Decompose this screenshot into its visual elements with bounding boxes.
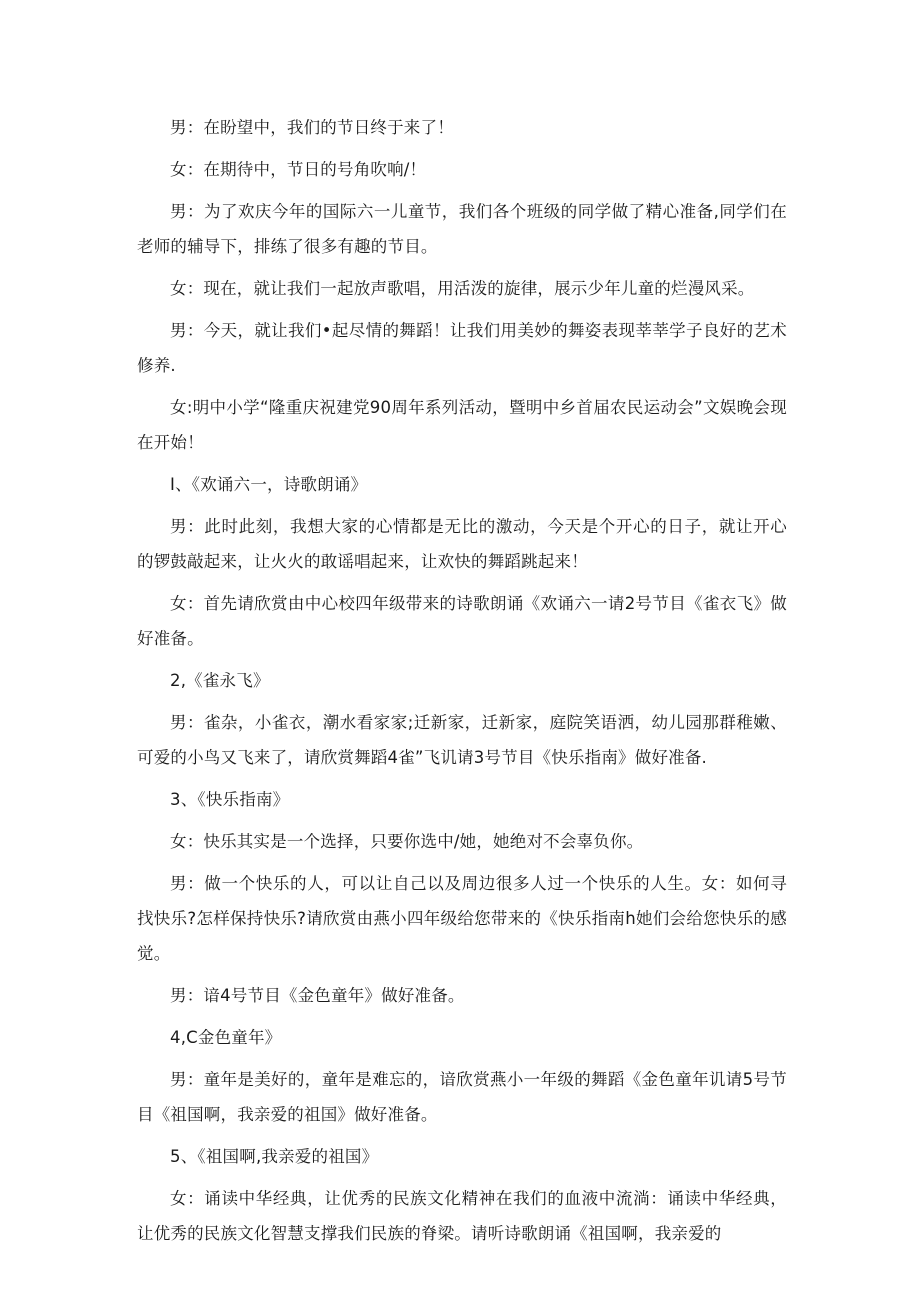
paragraph: 女：在期待中，节日的号角吹响/！ (170, 160, 427, 179)
document-body (137, 110, 787, 1258)
paragraph: 男：今天，就让我们•起尽情的舞蹈！让我们用美妙的舞姿表现莘莘学子良好的艺术修养. (137, 321, 787, 375)
paragraph: 男：童年是美好的，童年是难忘的，谙欣赏燕小一年级的舞蹈《金色童年讥请5号节目《祖国啊，我亲爱的祖国》做好准备。 (137, 1070, 787, 1124)
paragraph: 男：在盼望中，我们的节日终于来了！ (170, 118, 454, 137)
paragraph: 女：现在，就让我们一起放声歌唱，用活泼的旋律，展示少年儿童的烂漫风采。 (170, 279, 755, 298)
paragraph: 男：为了欢庆今年的国际六一儿童节，我们各个班级的同学做了精心准备,同学们在老师的辅导下，排练了很多有趣的节目。 (137, 202, 787, 256)
paragraph: 女：诵读中华经典，让优秀的民族文化精神在我们的血液中流淌：诵读中华经典，让优秀的民族文化智慧支撑我们民族的脊梁。请听诗歌朗诵《祖国啊，我亲爱的 (137, 1189, 787, 1243)
program-heading: 5、《祖国啊,我亲爱的祖国》 (170, 1147, 379, 1166)
paragraph: 男：谙4号节目《金色童年》做好准备。 (170, 986, 465, 1005)
program-heading: I、《欢诵六一，诗歌朗诵》 (170, 475, 368, 494)
paragraph: 男：此时此刻，我想大家的心情都是无比的激动，今天是个开心的日子，就让开心的锣鼓敲起来，让火火的敢谣唱起来，让欢快的舞蹈跳起来！ (137, 517, 787, 571)
paragraph: 男：做一个快乐的人，可以让自己以及周边很多人过一个快乐的人生。女：如何寻找快乐?怎样保持快乐?请欣赏由燕小四年级给您带来的《快乐指南h她们会给您快乐的感觉。 (137, 874, 787, 963)
paragraph: 女:明中小学“隆重庆祝建党90周年系列活动，暨明中乡首届农民运动会”文娱晚会现在开始！ (137, 398, 787, 452)
program-heading: 3、《快乐指南》 (170, 790, 290, 809)
paragraph: 男：雀杂，小雀衣，潮水看家家;迁新家，迁新家，庭院笑语洒，幼儿园那群稚嫩、可爱的小鸟又飞来了，请欣赏舞蹈4雀”飞讥请3号节目《快乐指南》做好准备. (137, 713, 787, 767)
program-heading: 2,《雀永飞》 (170, 671, 270, 690)
paragraph: 女：快乐其实是一个选择，只要你选中/她，她绝对不会辜负你。 (170, 832, 644, 851)
program-heading: 4,C金色童年》 (170, 1028, 282, 1047)
paragraph: 女：首先请欣赏由中心校四年级带来的诗歌朗诵《欢诵六一请2号节目《雀衣飞》做好准备。 (137, 594, 787, 648)
